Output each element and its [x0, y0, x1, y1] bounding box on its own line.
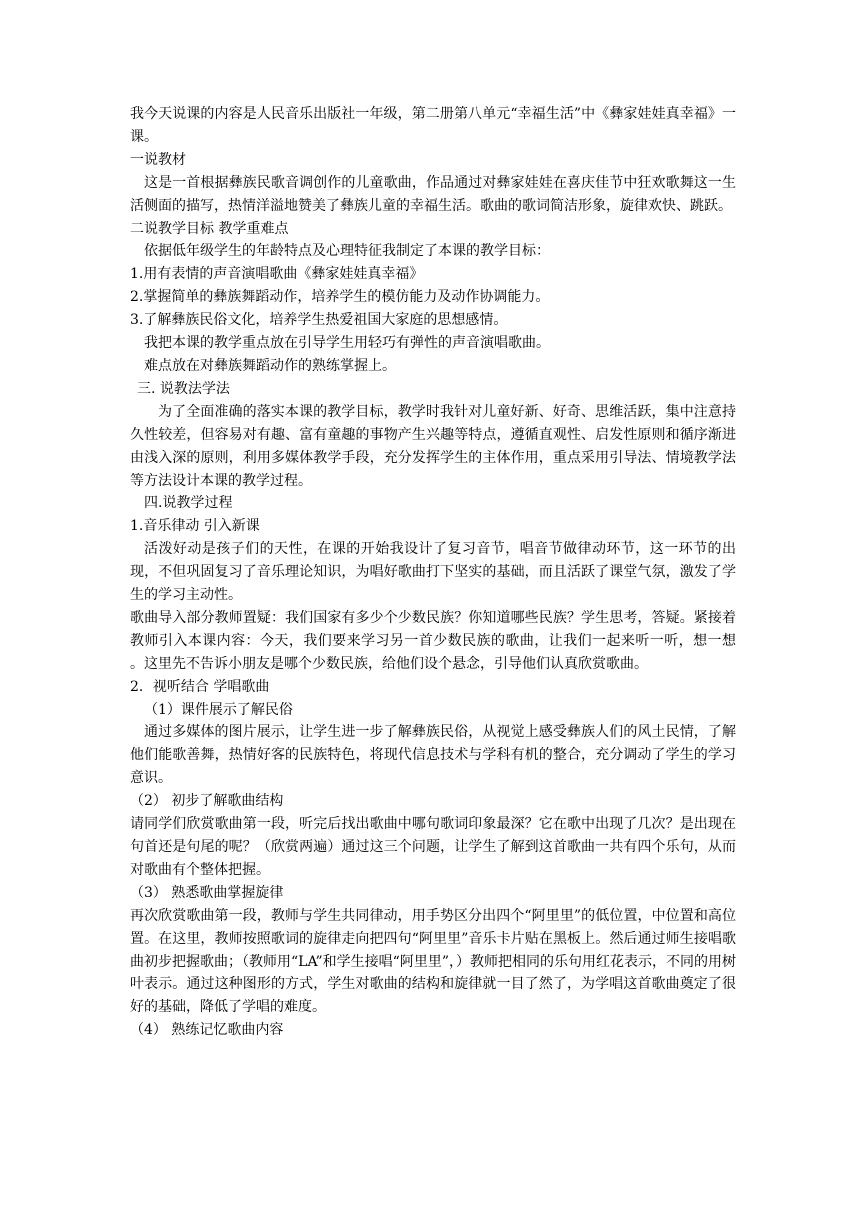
- paragraph: 通过多媒体的图片展示，让学生进一步了解彝族民俗，从视觉上感受彝族人们的风土民情，了解他们能歌善舞，热情好客的民族特色，将现代信息技术与学科有机的整合，充分调动了学生的学习意识。: [130, 724, 736, 787]
- goal-item: 2.掌握简单的彝族舞蹈动作，培养学生的模仿能力及动作协调能力。: [130, 289, 550, 306]
- subsection-heading: 2．视听结合 学唱歌曲: [130, 678, 270, 695]
- paragraph: 再次欣赏歌曲第一段，教师与学生共同律动，用手势区分出四个“阿里里”的低位置，中位置和高位置。在这里，教师按照歌词的旋律走向把四句“阿里里”音乐卡片贴在黑板上。然后通过师生接唱歌曲初步把握歌曲；（教师用“LA”和学生接唱“阿里里”，）教师把相同的乐句用红花表示，不同的用树叶表示。通过这种图形的方式，学生对歌曲的结构和旋律就一目了然了，为学唱这首歌曲奠定了很好的基础，降低了学唱的难度。: [130, 907, 736, 1016]
- paragraph: 难点放在对彝族舞蹈动作的熟练掌握上。: [144, 357, 396, 374]
- section-heading-process: 四.说教学过程: [144, 495, 233, 512]
- goal-item: 3.了解彝族民俗文化，培养学生热爱祖国大家庭的思想感情。: [130, 312, 508, 329]
- step-heading: （4） 熟练记忆歌曲内容: [130, 1022, 284, 1039]
- paragraph: 为了全面准确的落实本课的教学目标，教学时我针对儿童好新、好奇、思维活跃，集中注意持久性较差，但容易对有趣、富有童趣的事物产生兴趣等特点，遵循直观性、启发性原则和循序渐进由浅入深的原则，利用多媒体教学手段，充分发挥学生的主体作用，重点采用引导法、情境教学法等方法设计本课的教学过程。: [130, 403, 736, 489]
- section-heading-textbook: 一说教材: [130, 151, 186, 168]
- section-heading-goals: 二说教学目标 教学重难点: [130, 220, 289, 237]
- intro-paragraph: 我今天说课的内容是人民音乐出版社一年级，第二册第八单元“幸福生活”中《彝家娃娃真幸福》一课。: [130, 106, 736, 145]
- paragraph: 歌曲导入部分教师置疑：我们国家有多少个少数民族？你知道哪些民族？学生思考，答疑。紧接着教师引入本课内容：今天，我们要来学习另一首少数民族的歌曲，让我们一起来听一听，想一想 。这里先不告诉小朋友是哪个少数民族，给他们设个悬念，引导他们认真欣赏歌曲。: [130, 609, 736, 672]
- step-heading: （3） 熟悉歌曲掌握旋律: [130, 884, 284, 901]
- paragraph: 依据低年级学生的年龄特点及心理特征我制定了本课的教学目标：: [144, 243, 550, 260]
- document-body: [130, 103, 736, 1042]
- paragraph: 这是一首根据彝族民歌音调创作的儿童歌曲，作品通过对彝家娃娃在喜庆佳节中狂欢歌舞这一生活侧面的描写，热情洋溢地赞美了彝族儿童的幸福生活。歌曲的歌词简洁形象，旋律欢快、跳跃。: [130, 174, 736, 214]
- paragraph: 活泼好动是孩子们的天性，在课的开始我设计了复习音节，唱音节做律动环节，这一环节的出现，不但巩固复习了音乐理论知识，为唱好歌曲打下坚实的基础，而且活跃了课堂气氛，激发了学生的学习主动性。: [130, 541, 736, 604]
- subsection-heading: 1.音乐律动 引入新课: [130, 518, 260, 535]
- goal-item: 1.用有表情的声音演唱歌曲《彝家娃娃真幸福》: [130, 266, 424, 283]
- paragraph: 我把本课的教学重点放在引导学生用轻巧有弹性的声音演唱歌曲。: [144, 335, 550, 352]
- step-heading: （1）课件展示了解民俗: [144, 701, 293, 718]
- paragraph: 请同学们欣赏歌曲第一段，听完后找出歌曲中哪句歌词印象最深？它在歌中出现了几次？是出现在句首还是句尾的呢？（欣赏两遍）通过这三个问题，让学生了解到这首歌曲一共有四个乐句，从而对歌曲有个整体把握。: [130, 816, 736, 878]
- section-heading-methods: 三. 说教法学法: [137, 380, 230, 397]
- step-heading: （2） 初步了解歌曲结构: [130, 793, 284, 810]
